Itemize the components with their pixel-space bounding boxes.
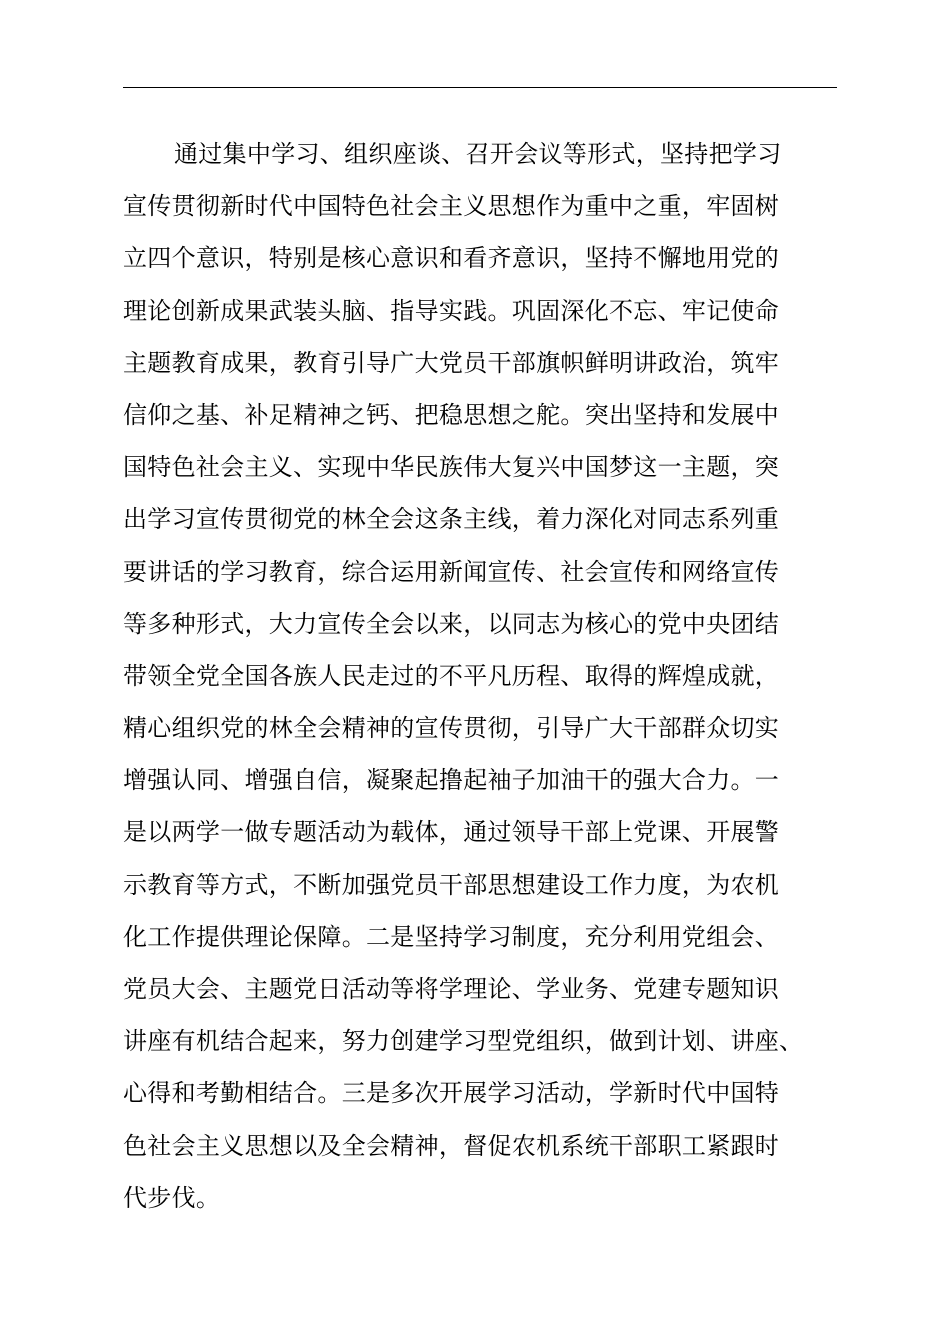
paragraph-line: 化工作提供理论保障。二是坚持学习制度，充分利用党组会、: [123, 922, 780, 951]
paragraph-line: 通过集中学习、组织座谈、召开会议等形式，坚持把学习: [174, 140, 782, 168]
paragraph-line: 心得和考勤相结合。三是多次开展学习活动，学新时代中国特: [123, 1079, 780, 1108]
paragraph-line: 理论创新成果武装头脑、指导实践。巩固深化不忘、牢记使命: [123, 296, 780, 325]
paragraph-line: 主题教育成果，教育引导广大党员干部旗帜鲜明讲政治，筑牢: [123, 348, 780, 377]
paragraph-line: 代步伐。: [123, 1183, 221, 1212]
header-rule: [123, 87, 837, 88]
paragraph-line: 示教育等方式，不断加强党员干部思想建设工作力度，为农机: [123, 870, 780, 899]
paragraph-line: 色社会主义思想以及全会精神，督促农机系统干部职工紧跟时: [123, 1131, 780, 1160]
paragraph-line: 要讲话的学习教育，综合运用新闻宣传、社会宣传和网络宣传: [123, 557, 780, 586]
paragraph-line: 信仰之基、补足精神之钙、把稳思想之舵。突出坚持和发展中: [123, 400, 780, 429]
paragraph-line: 带领全党全国各族人民走过的不平凡历程、取得的辉煌成就，: [123, 661, 780, 690]
paragraph-line: 党员大会、主题党日活动等将学理论、学业务、党建专题知识: [123, 975, 780, 1003]
paragraph-line: 国特色社会主义、实现中华民族伟大复兴中国梦这一主题，突: [123, 453, 780, 482]
paragraph-line: 等多种形式，大力宣传全会以来，以同志为核心的党中央团结: [123, 609, 780, 638]
paragraph-line: 立四个意识，特别是核心意识和看齐意识，坚持不懈地用党的: [123, 244, 780, 273]
body-paragraph: [123, 128, 863, 1224]
paragraph-line: 讲座有机结合起来，努力创建学习型党组织，做到计划、讲座、: [123, 1027, 804, 1056]
paragraph-line: 出学习宣传贯彻党的林全会这条主线，着力深化对同志系列重: [123, 505, 780, 534]
paragraph-line: 精心组织党的林全会精神的宣传贯彻，引导广大干部群众切实: [123, 714, 780, 743]
paragraph-line: 是以两学一做专题活动为载体，通过领导干部上党课、开展警: [123, 818, 780, 847]
paragraph-line: 宣传贯彻新时代中国特色社会主义思想作为重中之重，牢固树: [123, 192, 780, 221]
paragraph-line: 增强认同、增强自信，凝聚起撸起袖子加油干的强大合力。一: [123, 766, 780, 795]
